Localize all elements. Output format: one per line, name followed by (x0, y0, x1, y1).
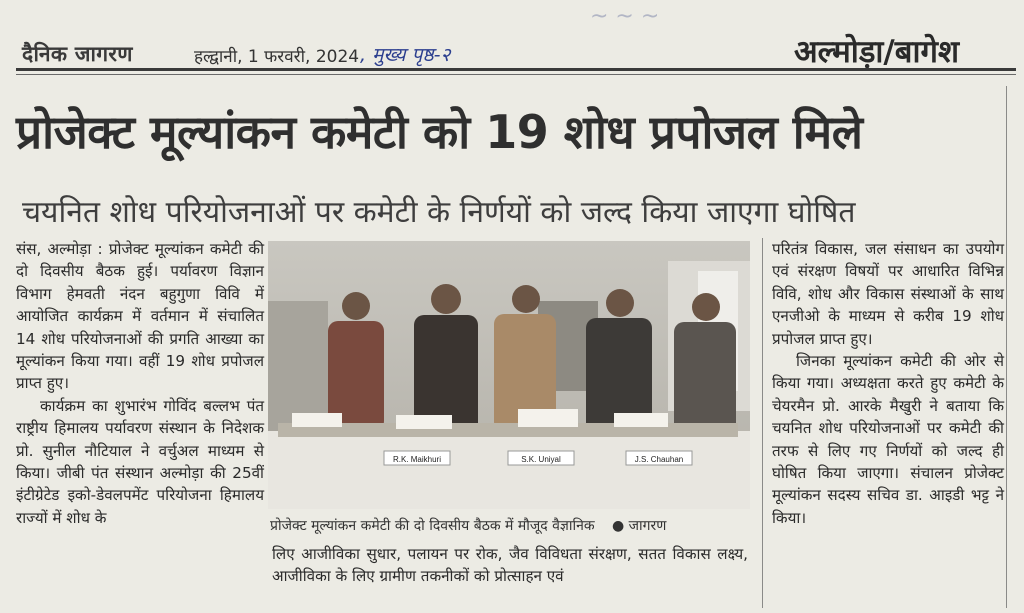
article-headline: प्रोजेक्ट मूल्यांकन कमेटी को 19 शोध प्रपोजल मिले (16, 105, 863, 159)
column-divider (762, 238, 763, 608)
handwritten-page-note: , मुख्य पृष्ठ-२ (360, 44, 451, 66)
article-paragraph: जिनका मूल्यांकन कमेटी की ओर से किया गया। अध्यक्षता करते हुए कमेटी के चेयरमैन प्रो. आरके मैखुरी ने बताया कि चयनित शोध परियोजनाओं पर कमेटी की तरफ से लिए गए निर्णयों को जल्द ही घोषित किया जाएगा। संचालन प्रोजेक्ट मूल्यांकन सदस्य सचिव डा. आइडी भट्ट ने किया। (772, 352, 1004, 527)
photo-illustration (268, 241, 750, 509)
photo-credit: ● जागरण (612, 518, 667, 534)
article-paragraph: कार्यक्रम का शुभारंभ गोविंद बल्लभ पंत राष्ट्रीय हिमालय पर्यावरण संस्थान के निदेशक प्रो. सुनील नौटियाल ने वर्चुअल माध्यम से किया। जीबी पंत संस्थान अल्मोड़ा की 25वीं इंटीग्रेटेड इको-डेवलपमेंट परियोजना हिमालय राज्यों में शोध के (16, 396, 264, 527)
article-column-1 (16, 238, 264, 529)
article-photo (268, 241, 750, 509)
nameplate: S.K. Uniyal (521, 455, 561, 464)
article-paragraph: परितंत्र विकास, जल संसाधन का उपयोग एवं संरक्षण विषयों पर आधारित विभिन्न विवि, शोध और विकास संस्थाओं के साथ एनजीओ के माध्यम से करीब 19 शोध प्रपोजल प्राप्त हुए। (772, 240, 1004, 348)
article-column-2 (272, 543, 748, 588)
article-paragraph: संस, अल्मोड़ा : प्रोजेक्ट मूल्यांकन कमेटी की दो दिवसीय बैठक हुई। पर्यावरण विज्ञान विभाग हेमवती नंदन बहुगुणा विवि में आयोजित कार्यक्रम में वर्तमान में संचालित 14 शोध परियोजनाओं की प्रगति आख्या का मूल्यांकन किया गया। वहीं 19 शोध प्रपोजल प्राप्त हुए। (16, 240, 264, 393)
masthead-divider (16, 68, 1016, 71)
handwritten-scribble-top: ~ ~ ~ (590, 4, 660, 29)
article-column-3 (772, 238, 1004, 529)
publication-name: दैनिक जागरण (22, 42, 133, 66)
edition-label: अल्मोड़ा/बागेश (794, 34, 960, 70)
photo-caption: प्रोजेक्ट मूल्यांकन कमेटी की दो दिवसीय बैठक में मौजूद वैज्ञानिक (270, 518, 595, 534)
nameplate: J.S. Chauhan (634, 455, 684, 464)
article-subheadline: चयनित शोध परियोजनाओं पर कमेटी के निर्णयों को जल्द किया जाएगा घोषित (22, 195, 856, 230)
page-edge-rule (1006, 86, 1007, 608)
dateline: हल्द्वानी, 1 फरवरी, 2024 (194, 47, 360, 67)
masthead-divider-thin (16, 74, 1016, 75)
nameplate: R.K. Maikhuri (392, 455, 442, 464)
article-paragraph: लिए आजीविका सुधार, पलायन पर रोक, जैव विविधता संरक्षण, सतत विकास लक्ष्य, आजीविका के लिए ग्रामीण तकनीकों को प्रोत्साहन एवं (272, 545, 748, 586)
